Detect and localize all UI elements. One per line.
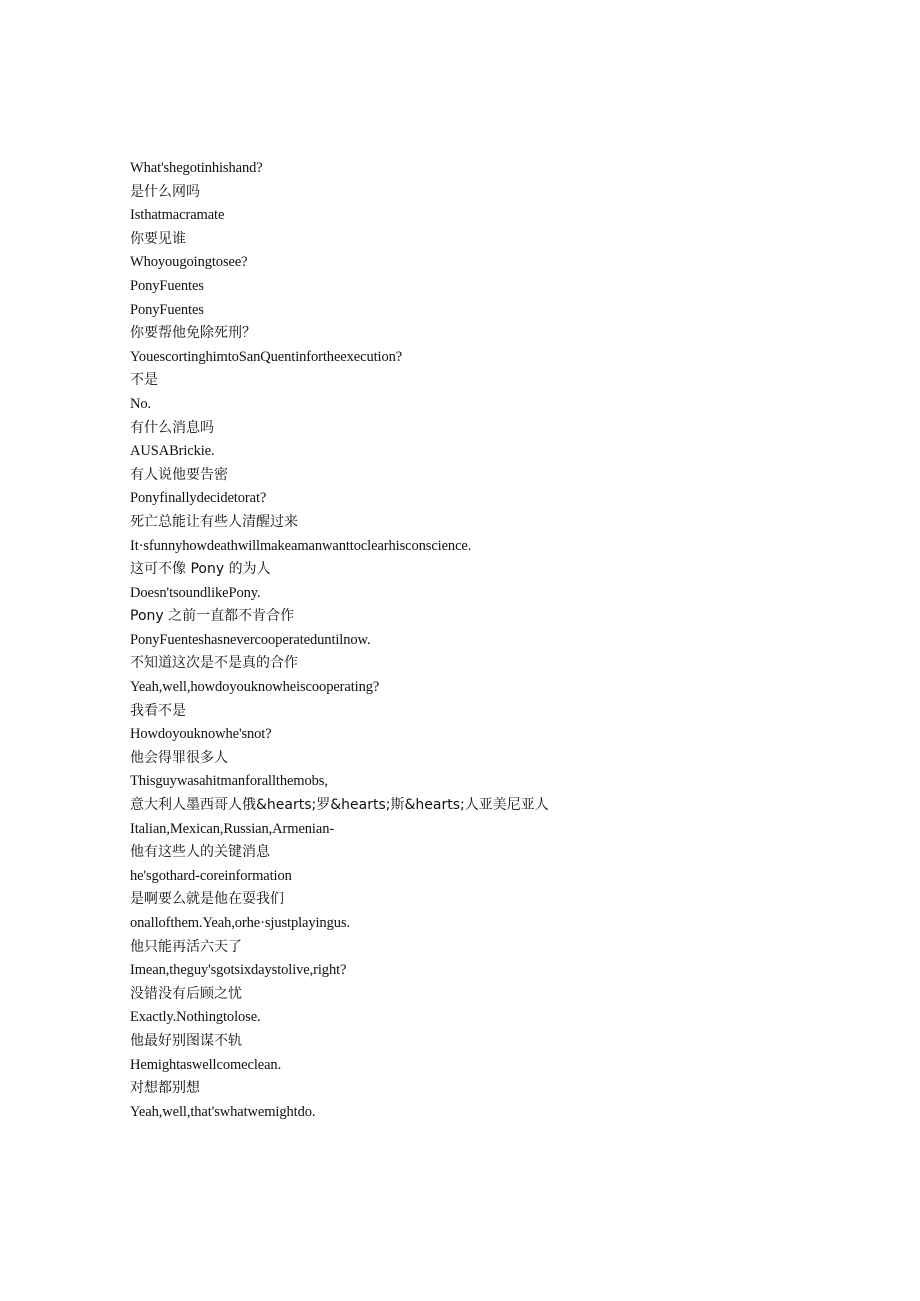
subtitle-line-english: Howdoyouknowhe'snot? — [130, 726, 272, 743]
subtitle-line-english: Yeah,well,that'swhatwemightdo. — [130, 1103, 316, 1120]
subtitle-line-english: Hemightaswellcomeclean. — [130, 1056, 282, 1073]
subtitle-line-english: Yeah,well,howdoyouknowheiscooperating? — [130, 679, 380, 696]
subtitle-line-english: YouescortinghimtoSanQuentinfortheexecution? — [130, 348, 403, 365]
subtitle-line-english: Doesn'tsoundlikePony. — [130, 584, 261, 601]
subtitle-line-chinese: 不知道这次是不是真的合作 — [130, 655, 298, 672]
subtitle-line-english: Whoyougoingtosee? — [130, 254, 248, 271]
subtitle-line-english: AUSABrickie. — [130, 443, 215, 460]
subtitle-line-english: PonyFuentes — [130, 277, 204, 294]
subtitle-line-chinese: 有什么消息吗 — [130, 419, 214, 436]
subtitle-line-english: Thisguywasahitmanforallthemobs, — [130, 773, 328, 790]
subtitle-line-chinese: 对想都别想 — [130, 1080, 200, 1097]
subtitle-line-chinese: 他最好别图谋不轨 — [130, 1032, 242, 1049]
subtitle-line-english: Ponyfinallydecidetorat? — [130, 490, 267, 507]
subtitle-line-chinese: 他会得罪很多人 — [130, 749, 228, 766]
subtitle-line-chinese: 他只能再活六天了 — [130, 938, 242, 955]
subtitle-line-english: What'shegotinhishand? — [130, 160, 263, 176]
subtitle-line-chinese: Pony 之前一直都不肯合作 — [130, 608, 295, 625]
subtitle-line-chinese: 是什么网吗 — [130, 183, 200, 200]
subtitle-line-chinese: 不是 — [130, 372, 158, 389]
subtitle-line-chinese: 有人说他要告密 — [130, 466, 228, 483]
transcript-body — [130, 157, 830, 1124]
subtitle-line-english: Imean,theguy'sgotsixdaystolive,right? — [130, 962, 347, 979]
subtitle-line-english: PonyFuentes — [130, 301, 204, 318]
subtitle-line-english: No. — [130, 395, 152, 412]
subtitle-line-chinese: 这可不像 Pony 的为人 — [130, 561, 271, 578]
subtitle-line-chinese: 我看不是 — [130, 702, 186, 719]
subtitle-line-chinese: 他有这些人的关键消息 — [130, 844, 270, 861]
subtitle-line-chinese: 死亡总能让有些人清醒过来 — [130, 513, 298, 530]
subtitle-line-chinese: 你要见谁 — [130, 230, 186, 247]
subtitle-line-chinese: 没错没有后顾之忧 — [130, 985, 242, 1002]
subtitle-line-english: onallofthem.Yeah,orhe·sjustplayingus. — [130, 915, 350, 931]
subtitle-line-chinese: 你要帮他免除死刑？ — [130, 325, 256, 342]
subtitle-line-english: Italian,Mexican,Russian,Armenian- — [130, 820, 335, 837]
subtitle-line-english: Isthatmacramate — [130, 207, 225, 224]
subtitle-line-chinese: 是啊要么就是他在耍我们 — [130, 891, 284, 908]
subtitle-line-english: he'sgothard-coreinformation — [130, 867, 292, 884]
subtitle-line-english: It·sfunnyhowdeathwillmakeamanwanttoclearhisconscience. — [130, 537, 472, 554]
subtitle-line-english: PonyFuenteshasnevercooperateduntilnow. — [130, 631, 371, 648]
subtitle-line-english: Exactly.Nothingtolose. — [130, 1009, 261, 1026]
subtitle-line-chinese: 意大利人墨西哥人俄&hearts;罗&hearts;斯&hearts;人亚美尼亚人 — [130, 797, 549, 814]
